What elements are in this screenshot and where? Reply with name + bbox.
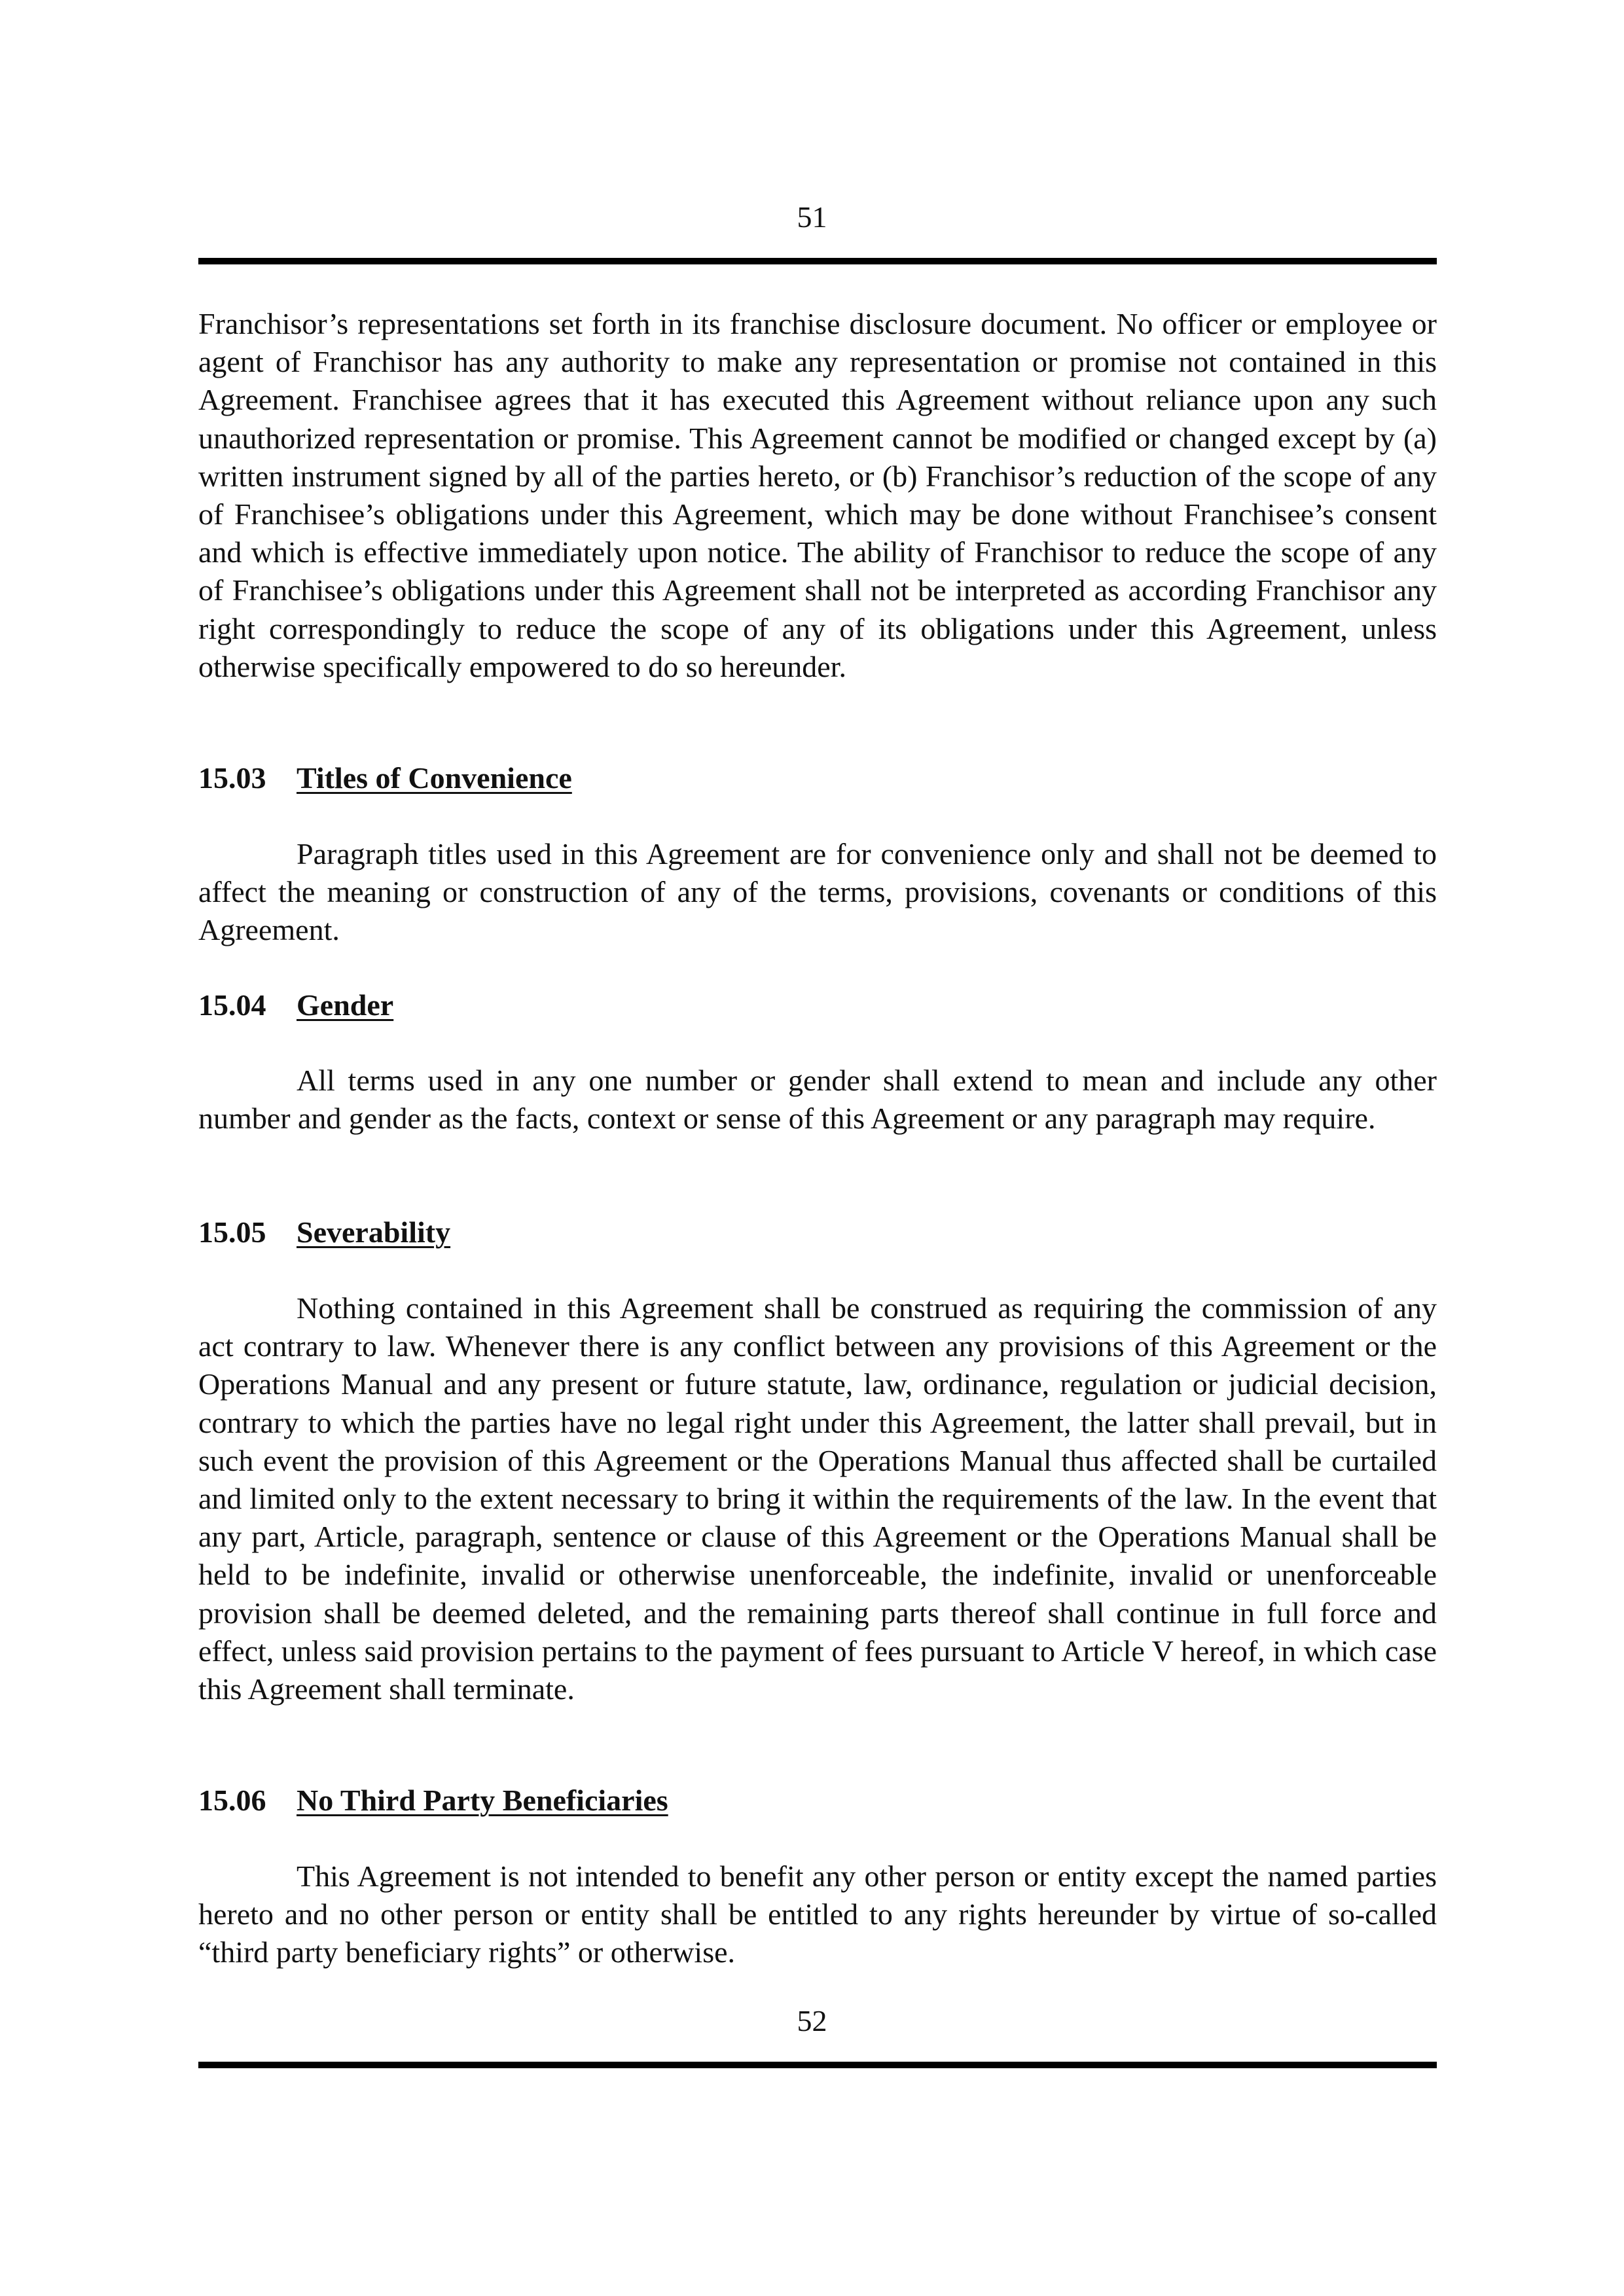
section-heading-15-06: [198, 1782, 1437, 1820]
section-number: 15.03: [198, 761, 266, 795]
section-body-15-06: This Agreement is not intended to benefit any other person or entity except the named parties hereto and no other person or entity shall be entitled to any rights hereunder by virtue of so-called “third party beneficiary rights” or otherwise.: [198, 1859, 1437, 1969]
footer-rule: [198, 2062, 1437, 2068]
section-number: 15.06: [198, 1784, 266, 1817]
section-body-15-04: All terms used in any one number or gender shall extend to mean and include any other number and gender as the facts, context or sense of this Agreement or any paragraph may require.: [198, 1064, 1437, 1136]
section-title: Titles of Convenience: [297, 761, 572, 795]
section-heading-15-05: [198, 1213, 1437, 1251]
page-number-top: 51: [797, 200, 827, 234]
header-rule: [198, 258, 1437, 264]
section-title: No Third Party Beneficiaries: [297, 1784, 668, 1817]
section-number: 15.05: [198, 1215, 266, 1249]
section-body-15-05: Nothing contained in this Agreement shall be construed as requiring the commission of any act contrary to law. Whenever there is any conflict between any provisions of this Agreement or the Operations Manual and any present or future statute, law, ordinance, regulation or judicial decision, contrary to which the parties have no legal right under this Agreement, the latter shall prevail, but in such event the provision of this Agreement or the Operations Manual thus affected shall be curtailed and limited only to the extent necessary to bring it within the requirements of the law. In the event that any part, Article, paragraph, sentence or clause of this Agreement or the Operations Manual shall be held to be indefinite, invalid or otherwise unenforceable, the indefinite, invalid or unenforceable provision shall be deemed deleted, and the remaining parts thereof shall continue in full force and effect, unless said provision pertains to the payment of fees pursuant to Article V hereof, in which case this Agreement shall terminate.: [198, 1291, 1437, 1706]
section-heading-15-03: [198, 759, 1437, 797]
continuation-paragraph: Franchisor’s representations set forth in its franchise disclosure document. No officer or employee or agent of Franchisor has any authority to make any representation or promise not contained in this Agreement. Franchisee agrees that it has executed this Agreement without reliance upon any such unauthorized representation or promise. This Agreement cannot be modified or changed except by (a) written instrument signed by all of the parties hereto, or (b) Franchisor’s reduction of the scope of any of Franchisee’s obligations under this Agreement, which may be done without Franchisee’s consent and which is effective immediately upon notice. The ability of Franchisor to reduce the scope of any of Franchisee’s obligations under this Agreement shall not be interpreted as according Franchisor any right correspondingly to reduce the scope of any of its obligations under this Agreement, unless otherwise specifically empowered to do so hereunder.: [198, 307, 1437, 683]
section-heading-15-04: [198, 986, 1437, 1024]
section-title: Severability: [297, 1215, 451, 1249]
section-title: Gender: [297, 988, 394, 1022]
page-number-bottom: 52: [797, 2004, 827, 2037]
section-number: 15.04: [198, 988, 266, 1022]
section-body-15-03: Paragraph titles used in this Agreement are for convenience only and shall not be deemed to affect the meaning or construction of any of the terms, provisions, covenants or conditions of this Agreement.: [198, 837, 1437, 947]
